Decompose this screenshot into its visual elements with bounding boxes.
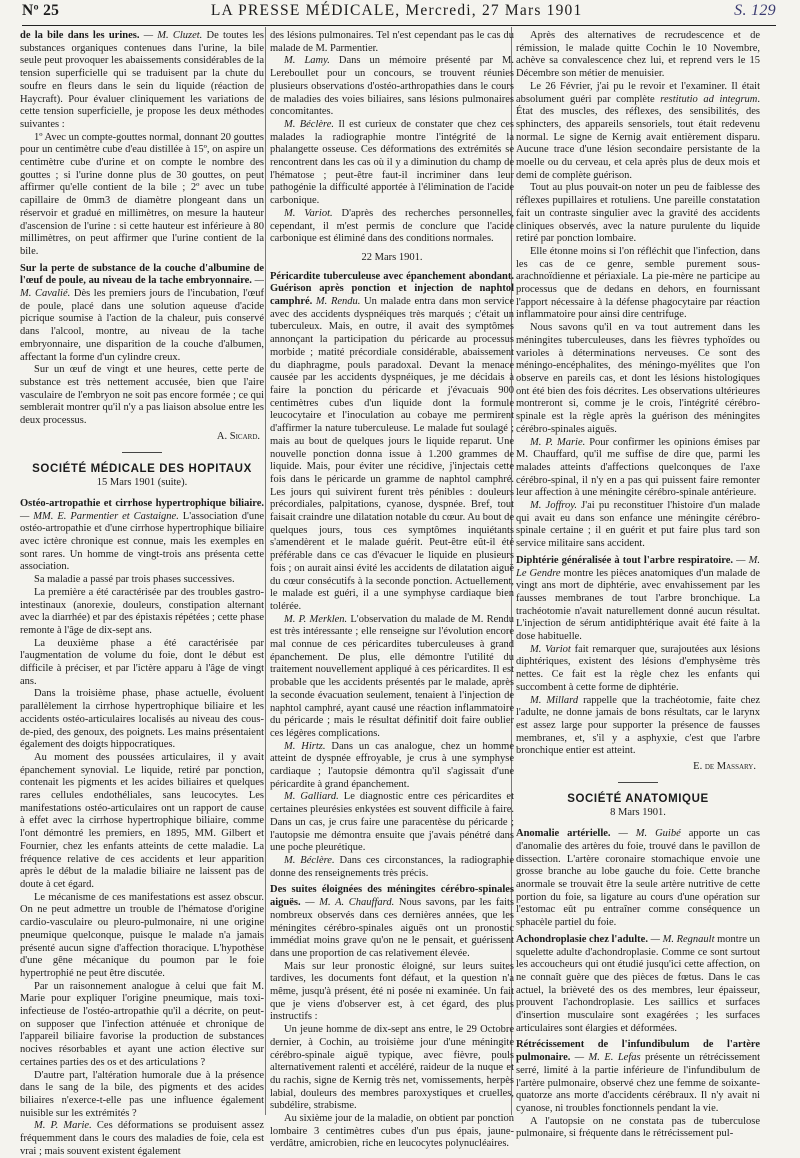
- paragraph-text: montre les pièces anatomiques d'un malade de vingt ans mort de diphtérie, avec envahissement par les fausses membranes de tout l'arbre bronchique. La trachéotomie n'avait naturellement donné aucun résultat. L'injection de sérum antidiphtérique avait été faite à la dose habituelle.: [516, 567, 760, 643]
- article-title: Sur la perte de substance de la couche d'albumine de l'œuf de poule, au niveau de la tache embryonnaire.: [20, 262, 264, 287]
- signature: A. Sicard.: [216, 430, 260, 442]
- article-title: Ostéo-artropathie et cirrhose hypertrophique biliaire.: [20, 497, 264, 509]
- issue-number: Nº 25: [22, 2, 60, 19]
- paragraph-text: Dans ces circonstances, la radiographie donne des renseignements très précis.: [270, 855, 514, 879]
- column-divider: [265, 27, 266, 1115]
- paragraph-text: J'ai pu reconstituer l'histoire d'un malade qui avait eu dans son enfance une méningite cérébro-spinale certaine ; il en guérit et put faire plus tard son service militaire sans accident.: [516, 500, 760, 550]
- paragraph: [270, 55, 514, 119]
- session-date: 15 Mars 1901 (suite).: [96, 477, 188, 489]
- section-heading: SOCIÉTÉ ANATOMIQUE: [567, 792, 709, 805]
- column-left: [20, 30, 265, 1157]
- paragraph: La première a été caractérisée par des troubles gastro-intestinaux (anorexie, douleurs, constipation alternant avec la diarrhée) et par des épistaxis répétées ; cette phase remonte à l'âge de dix-sept ans.: [20, 586, 264, 636]
- latin-phrase: restitutio ad integrum: [660, 93, 758, 105]
- article-title: Des suites éloignées des méningites cérébro-spinales aiguës.: [270, 884, 514, 909]
- author: — M. Cluzet.: [143, 30, 203, 41]
- paragraph: Un jeune homme de dix-sept ans entre, le 29 Octobre dernier, à Cochin, au troisième jour d'une méningite cérébro-spinale aiguë typique, avec fièvre, pouls alternativement ralenti et accéléré, raideur de la nuque et du rachis, signe de Kernig très net, vomissements, herpès labial, douleurs des membres paroxystiques et cruelles, subdélire, strabisme.: [270, 1024, 514, 1112]
- paragraph: Sa maladie a passé par trois phases successives.: [34, 574, 235, 586]
- article-title: Rétrécissement de l'infundibulum de l'artère pulmonaire.: [516, 1039, 760, 1064]
- paragraph: [516, 644, 760, 695]
- paragraph-text: Il est curieux de constater que chez ces malades la radiographie montre l'intégrité de la phalangette osseuse. Ces déformations des extrémités se rencontrent dans les cas où il y a diminution du champ de l'hématose ; peut-être faut-il incriminer dans leur pathogénie la difficulté apportée à l'élimination de l'acide carbonique.: [270, 118, 515, 207]
- paragraph-text: De toutes les substances organiques contenues dans l'urine, la bile seule peut provoquer les abaissements considérables de la tension superficielle qui se traduisent par la chute du soufre en fleurs dans le sein du liquide (réaction de Haycraft). Pour évaluer cliniquement les variations de cette tension superficielle, je propose les deux méthodes suivantes :: [20, 30, 264, 130]
- paragraph-text: L'observation du malade de M. Rendu est très intéressante ; elle renseigne sur l'évolution encore mal connue de ces péricardites tuberculeuses à grand épanchement. De plus, elle démontre l'utilité du traitement nouvellement appliqué à ces péricardites. Il est probable que les accidents présentés par le malade, après la seconde évacuation seulement, tenaient à l'injection de naphtol camphré, ayant causé une réaction inflammatoire du péricarde ; mais le résultat définitif doit faire oublier ces légères complications.: [270, 613, 514, 739]
- paragraph: Le mécanisme de ces manifestations est assez obscur. On ne peut admettre un trouble de l'hématose d'origine cardio-vasculaire ou pleuro-pulmonaire, ni une origine pneumique quelconque, puisque le malade n'a jamais présenté aucun signe d'affection thoracique. L'hypothèse d'une gêne mécanique du poumon par le foie hypertrophié ne peut être discutée.: [20, 891, 264, 979]
- author: M. Joffroy.: [530, 500, 577, 512]
- column-middle: [270, 30, 515, 1150]
- author: — M. E. Lefas: [570, 1052, 641, 1064]
- column-right: [516, 30, 761, 1140]
- article-title: Diphtérie généralisée à tout l'arbre respiratoire.: [516, 554, 734, 566]
- author: — M. A. Chauffard.: [300, 897, 395, 909]
- separator-rule: [122, 452, 162, 453]
- paragraph: [270, 855, 514, 880]
- author: M. P. Merklen.: [284, 613, 348, 625]
- paragraph: Elle étonne moins si l'on réfléchit que l'infection, dans les cas de ce genre, semble purement sous-arachnoïdienne et périaxiale. La pie-mère ne participe au processus que de dedans en dehors, en fournissant l'apport nécessaire à la défense phagocytaire par réaction inflammatoire pour ainsi dire centrifuge.: [516, 245, 760, 321]
- paragraph: [270, 791, 514, 855]
- page-header: [22, 2, 776, 24]
- page-number: S. 129: [734, 2, 776, 19]
- session-date: 8 Mars 1901.: [610, 807, 666, 819]
- paragraph: [516, 437, 760, 501]
- paragraph: A l'autopsie on ne constata pas de tuberculose pulmonaire, si fréquente dans le rétrécissement pul-: [516, 1115, 760, 1140]
- paragraph-text: Nous savons, par les faits nombreux observés dans ces dernières années, que les méningites cérébro-spinales aiguës ont un pronostic immédiat moins grave qu'on ne le pensait, et guérissent dans une proportion de cas relativement élevée.: [270, 897, 514, 959]
- author: M. Millard: [530, 694, 579, 706]
- author: — M. Cavalié.: [20, 275, 264, 300]
- paragraph-text: Dans un cas analogue, chez un homme atteint de dyspnée effroyable, je crus à une symphyse cardiaque ; l'autopsie démontra qu'il s'agissait d'une péricardite à grand épanchement.: [270, 740, 514, 790]
- paragraph: Après des alternatives de recrudescence et de rémission, le malade quitte Cochin le 10 Novembre, achève sa convalescence chez lui, et reprend vers le 15 Décembre son métier de menuisier.: [516, 30, 760, 80]
- author: — M. Regnault: [647, 933, 715, 945]
- paragraph: [516, 828, 760, 930]
- paragraph: Au sixième jour de la maladie, on obtient par ponction lombaire 3 centimètres cubes d'un pus épais, jaune-verdâtre, amicrobien, riche en leucocytes polynucléaires.: [270, 1113, 514, 1150]
- paragraph: [270, 614, 514, 741]
- paragraph: [20, 263, 264, 365]
- article-title: Achondroplasie chez l'adulte.: [516, 933, 648, 945]
- separator-rule: [618, 782, 658, 783]
- paragraph: [516, 934, 760, 1036]
- paragraph: [20, 498, 264, 574]
- author: M. Variot.: [284, 207, 333, 219]
- article-title: Anomalie artérielle.: [516, 828, 611, 840]
- signature: E. de Massary.: [693, 761, 756, 773]
- paragraph-text: Un malade entra dans mon service avec des accidents dyspnéiques très marqués ; c'était un tuberculeux. Mais, en outre, il avait des symptômes annonçant la participation du péricarde au processus morbide ; matité précordiale considérable, abaissement du diaphragme, pouls paradoxal. Devant la menace causée par les accidents dyspnéiques, je me décidais à faire la ponction du péricarde et j'évacuais 900 centimètres cubes d'un liquide dont la formule leucocytaire et l'inoculation au cobaye me permirent d'affirmer la nature tuberculeuse. Le malade fut soulagé ; mais au bout de quelques jours le liquide reparut. Une nouvelle ponction donna issue à 1.200 grammes de liquide. Mais, pour éviter une récidive, j'injectais cette fois dans le péricarde un gramme de naphtol camphré. Les jours qui suivirent furent très pénibles : douleurs précordiales, palpitations, cyanose, dyspnée. Bref, tout faisait craindre une dilatation notable du cœur. Au bout de quelques jours, tous ces symptômes inquiétants s'amendèrent et le malade guérit. Peut-être eût-il été préférable dans ce cas d'évacuer le liquide en plusieurs fois ; on aurait ainsi évité les accidents de dilatation aiguë du cœur consécutifs à la seconde ponction. Actuellement, le malade est guéri, il a une symphyse cardiaque bien tolérée.: [270, 296, 515, 612]
- paragraph: [270, 271, 514, 614]
- session-date: 22 Mars 1901.: [361, 251, 423, 263]
- article-title: de la bile dans les urines.: [20, 30, 140, 41]
- author: M. Béclère.: [284, 118, 335, 130]
- paragraph: [270, 119, 514, 208]
- section-heading: SOCIÉTÉ MÉDICALE DES HOPITAUX: [32, 462, 252, 475]
- paragraph-text: rappelle que la trachéotomie, faite chez l'adulte, ne donne jamais de bons résultats, car le larynx est assez large pour supporter la présence de fausses membranes, et, s'il y a asphyxie, c'est que l'arbre bronchique entier est atteint.: [516, 694, 760, 757]
- paragraph: Nous savons qu'il en va tout autrement dans les méningites tuberculeuses, dans les fièvres typhoïdes ou varioles à déterminations nerveuses. Ce sont des méningo-encéphalites, des méningo-myélites que l'on observe en pareils cas, et dont les lésions histologiques ont été bien des fois décrites. Les observations ultérieures montreront si, comme je le crois, l'intégrité cérébro-spinale est la règle après la guérison des méningites cérébro-spinales aiguës.: [516, 322, 760, 435]
- paragraph: des lésions pulmonaires. Tel n'est cependant pas le cas du malade de M. Parmentier.: [270, 30, 514, 54]
- paragraph-text: Pour confirmer les opinions émises par M. Chauffard, qu'il me suffise de dire que, parmi les malades atteints d'affections quelconques de l'axe cérébro-spinal, il n'y en a pas qui puissent faire remonter leur affection à une méningite cérébro-spinale antérieure.: [516, 436, 760, 499]
- author: M. P. Marie.: [530, 436, 586, 448]
- author: M. P. Marie.: [34, 1120, 92, 1132]
- paragraph-text: . État des muscles, des réflexes, des sensibilités, des sphincters, des appareils sensoriels, tout était redevenu normal. Le signe de Kernig avait entièrement disparu. Aucune trace d'une lésion secondaire persistante de la moelle ou du cerveau, et cela après plus de deux mois et demi de complète guérison.: [516, 93, 761, 181]
- paragraph: [516, 81, 760, 183]
- article-title: Péricardite tuberculeuse avec épanchement abondant. Guérison après ponction et injection de naphtol camphré.: [270, 270, 514, 308]
- paragraph: [270, 741, 514, 792]
- author: M. Lamy.: [284, 55, 330, 67]
- paragraph-text: présente un rétrécissement serré, limité à la partie inférieure de l'infundibulum de l'artère pulmonaire, observé chez une femme de soixante-quatorze ans morte d'accidents cérébraux. Il n'y avait ni cyanose, ni troubles fonctionnels pendant la vie.: [516, 1052, 761, 1114]
- paragraph: La deuxième phase a été caractérisée par l'augmentation de volume du foie, dont le début est difficile à préciser, et par l'ictère apparu à l'âge de vingt ans.: [20, 637, 264, 687]
- paragraph-text: Dès les premiers jours de l'incubation, l'œuf de poule, placé dans une solution aqueuse d'acide picrique soumise à l'action de la chaleur, puis conservé dans l'alcool, montre, au niveau de la tache embryonnaire, une disparition de la couche d'albumen, affectant la forme d'un cylindre creux.: [20, 288, 264, 363]
- paragraph: Dans la troisième phase, phase actuelle, évoluent parallèlement la cirrhose hypertrophique biliaire et les accidents ostéo-articulaires localisés au niveau des cous-de-pied, des genoux, des poignets. Les mains présentaient également des doigts hippocratiques.: [20, 688, 264, 751]
- paragraph-text: D'après des recherches personnelles, cependant, il m'est permis de conclure que l'acide carbonique est éliminé dans des conditions normales.: [270, 207, 514, 245]
- paragraph: Par un raisonnement analogue à celui que fait M. Marie pour expliquer l'origine pneumique, mais toxi-infectieuse de l'ostéo-artropathie qu'il a décrite, on peut-on supposer que l'infection atténuée et chronique de l'appareil biliaire favorise la production de substances nocives résorbables et ayant une action élective sur certaines parties des os et des articulations ?: [20, 980, 264, 1068]
- author: M. Béclère.: [284, 855, 335, 866]
- paragraph: [20, 30, 264, 132]
- paragraph: [270, 884, 514, 960]
- header-rule: [22, 25, 776, 26]
- paragraph: Au moment des poussées articulaires, il y avait épanchement synovial. Le liquide, retiré par ponction, contenait les pigments et les acides biliaires et quelques rares cellules endothéliales, sans leucocytes. Les manifestations ostéo-articulaires ont un rapport de cause à effet avec la cirrhose hypertrophique biliaire, comme l'ont démontré les premiers, en 1895, MM. Gilbert et Fournier, chez les enfants atteints de cette maladie. La fréquence relative de ces accidents et leur apparition après le début de la maladie biliaire ne laissent pas de doute à cet égard.: [20, 751, 264, 890]
- paragraph: 1º Avec un compte-gouttes normal, donnant 20 gouttes pour un centimètre cube d'eau distillée à 15º, on aspire un centimètre cube d'urine et on compte le nombre des gouttes ; si l'urine donne plus de 30 gouttes, on peut affirmer qu'elle contient de la bile ; 2º avec un tube capillaire de 0mm3 de diamètre plongeant dans un réservoir et gradué en millimètres, on mesure la hauteur d'ascension de l'urine : si cette hauteur est inférieure à 80 millimètres, on peut affirmer que l'urine contient de la bile.: [20, 131, 264, 257]
- paragraph-text: Ces déformations se produisent assez fréquemment dans le cours des maladies de foie, cela est vrai ; mais souvent existent également: [20, 1120, 265, 1157]
- paragraph: D'autre part, l'altération humorale due à la présence dans le sang de la bile, des pigments et des acides biliaires n'exerce-t-elle pas une influence également nuisible sur les extrémités ?: [20, 1069, 264, 1119]
- paragraph-text: Dans un mémoire présenté par M. Lereboullet pour un concours, se trouvent réunies plusieurs observations d'ostéo-arthropathies dans le cours de maladies des voies biliaires, sans lésions pulmonaires concomitantes.: [270, 55, 515, 118]
- paragraph: Mais sur leur pronostic éloigné, sur leurs suites tardives, les documents font défaut, et la question n'a même, jusqu'à présent, été ni posée ni examinée. Un fait que je viens d'observer est, à cet égard, des plus instructifs :: [270, 960, 514, 1023]
- paragraph: [516, 500, 760, 551]
- author: M. Rendu.: [312, 296, 361, 308]
- paragraph: Tout au plus pouvait-on noter un peu de faiblesse des réflexes pupillaires et rotuliens. Une pareille constatation fait un contraste singulier avec la gravité des accidents cliniques observés, avec la nature purulente du liquide retiré par ponction lombaire.: [516, 182, 760, 245]
- paragraph: [516, 695, 760, 759]
- paragraph-text: L'association d'une ostéo-artropathie et d'une cirrhose hypertrophique biliaire avec ictère chronique est connue, mais les exemples en sont rares. Un homme de vingt-trois ans présenta cette association.: [20, 510, 264, 573]
- paragraph-text: montre un squelette adulte d'achondroplasie. Comme ce sont surtout les accoucheurs qui ont étudié jusqu'ici cette affection, on ne connaît guère que des pièces de fœtus. Dans le cas actuel, la brièveté des os des membres, leur épaisseur, prouvent l'achondroplasie. Les saillics et surfaces d'insertion musculaire sont exagérées ; les surfaces articulaires sont élargies et déformées.: [516, 933, 761, 1034]
- paragraph-text: Le 26 Février, j'ai pu le revoir et l'examiner. Il était absolument guéri par complète: [516, 80, 760, 105]
- paragraph: [516, 555, 760, 644]
- author: — MM. E. Parmentier et Castaigne.: [20, 510, 179, 522]
- paragraph: [516, 1039, 760, 1115]
- author: — M. Le Gendre: [516, 554, 760, 579]
- author: M. Variot: [530, 643, 571, 655]
- author: M. Hirtz.: [284, 740, 326, 752]
- paragraph-text: Le diagnostic entre ces péricardites et certaines pleurésies enkystées est souvent difficile à faire. Dans un cas, je crus faire une paracentèse du péricarde ; l'autopsie me démontra ensuite que j'avais pénétré dans une poche pleurétique.: [270, 791, 514, 854]
- paragraph: [20, 1120, 264, 1158]
- author: M. Galliard.: [284, 791, 339, 803]
- paragraph-text: fait remarquer que, surajoutées aux lésions diphtériques, existent des lésions d'emphysème très nettes. Ce fait est la règle chez les enfants qui succombent à cette forme de diphtérie.: [516, 643, 760, 693]
- paragraph: Sur un œuf de vingt et une heures, cette perte de substance est très nettement accusée, bien que l'aire vasculaire de l'embryon ne soit pas encore formée ; ce qui semblerait montrer qu'il n'y a pas liaison absolue entre les deux processus.: [20, 364, 264, 427]
- author: — M. Guibé: [610, 828, 681, 840]
- paragraph-text: apporte un cas d'anomalie des artères du foie, trouvé dans le pavillon de dissection. L'artère coronaire stomachique envoie une grosse branche au lobe gauche du foie. Cette branche anormale se trouvait être la seule artère nutritive de cette portion du foie, sa ligature au cours d'une opération sur l'estomac eût pu entraîner comme conséquence un sphacèle partiel du foie.: [516, 828, 760, 929]
- journal-title-line: LA PRESSE MÉDICALE, Mercredi, 27 Mars 1901: [210, 2, 583, 19]
- paragraph: [270, 208, 514, 246]
